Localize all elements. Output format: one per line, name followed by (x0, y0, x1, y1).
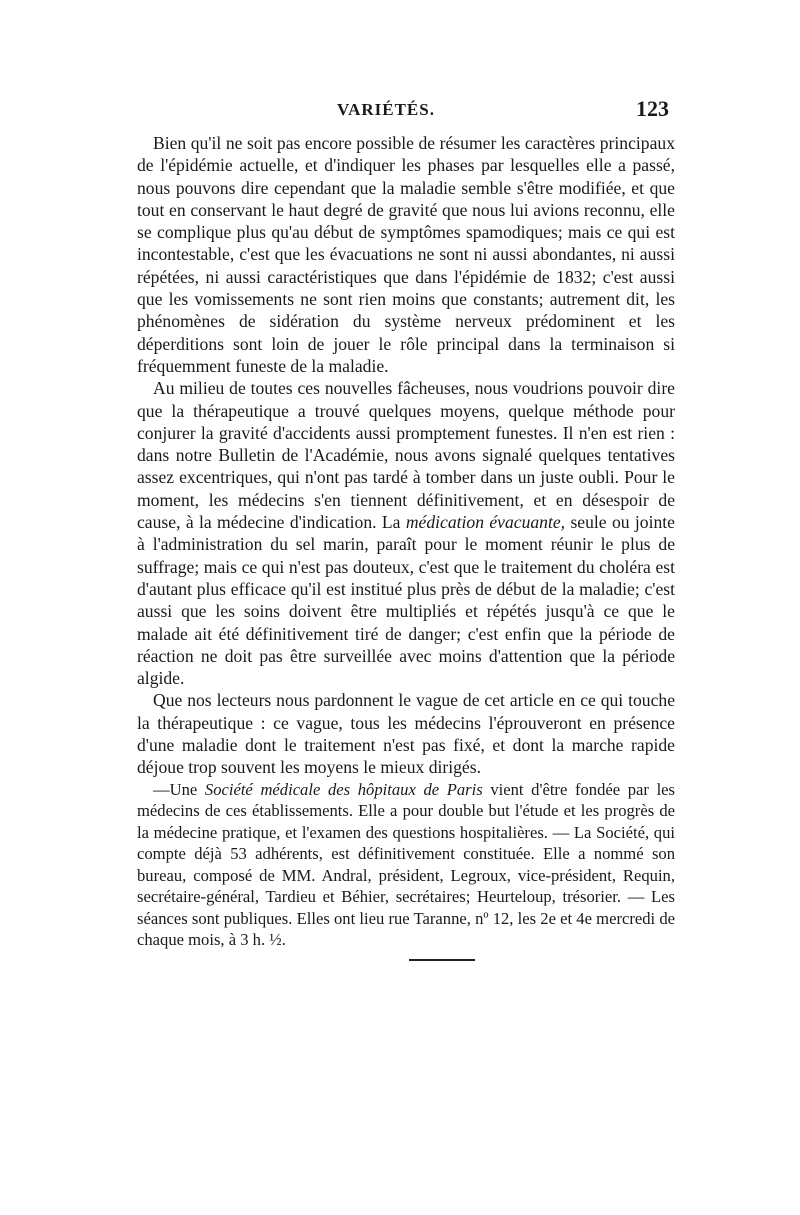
paragraph-epidemic-characteristics: Bien qu'il ne soit pas encore possible de résumer les caractères principaux de l'épidémie actuelle, et d'indiquer les phases par lesquelles elle a passé, nous pouvons dire cependant que la maladie semble s'être modifiée, et que tout en conservant le haut degré de gravité que nous lui avions reconnu, elle se complique plus qu'au début de symptômes spamodiques; mais ce qui est incontestable, c'est que les évacuations ne sont ni aussi abondantes, ni aussi répétées, ni aussi caractéristiques que dans l'épidémie de 1832; c'est aussi que les vomissements ne sont rien moins que constants; autrement dit, les phénomènes de sidération du système nerveux prédominent et les déperditions sont loin de jouer le rôle principal dans la terminaison si fréquemment funeste de la maladie. (137, 133, 675, 376)
closing-rule (409, 959, 475, 961)
paragraph-therapeutics-text-a: Au milieu de toutes ces nouvelles fâcheuses, nous voudrions pouvoir dire que la thérapeutique a trouvé quelques moyens, quelque méthode pour conjurer la gravité d'accidents aussi promptement funestes. Il n'en est rien : dans notre Bulletin de l'Académie, nous avons signalé quelques tentatives assez excentriques, qui n'ont pas tardé à tomber dans un juste oubli. Pour le moment, les médecins s'en tiennent définitivement, et en désespoir de cause, à la médecine d'indication. La (137, 378, 675, 533)
running-head (137, 96, 675, 126)
paragraph-societe-medicale (137, 779, 675, 951)
paragraph-therapeutics-text-b: seule ou jointe à l'administration du sel marin, paraît pour le moment réunir le plus de suffrage; mais ce qui n'est pas douteux, c'est que le traitement du choléra est d'autant plus efficace qu'il est institué plus près de début de la maladie; c'est aussi que les soins doivent être multipliés et répétés jusqu'à ce que le malade ait été définitivement tiré de danger; c'est enfin que la période de réaction ne doit pas être surveillée avec moins d'attention que la période algide. (137, 512, 675, 689)
running-title: VARIÉTÉS. (337, 100, 435, 119)
page-number: 123 (636, 96, 669, 121)
book-page (137, 96, 675, 961)
paragraph-societe-italic: Société médicale des hôpitaux de Paris (204, 779, 483, 799)
paragraph-therapeutics-italic: médication évacuante, (405, 512, 566, 533)
paragraph-therapeutics (137, 377, 675, 689)
paragraph-societe-text-a: —Une (153, 779, 205, 799)
paragraph-societe-text-b: vient d'être fondée par les médecins de ces établissements. Elle a pour double but l'étude et les progrès de la médecine pratique, et l'examen des questions hospitalières. — La Société, qui compte déjà 53 adhérents, est définitivement constituée. Elle a nommé son bureau, composé de MM. Andral, président, Legroux, vice-président, Requin, secrétaire-général, Tardieu et Béhier, secrétaires; Heurteloup, trésorier. — Les séances sont publiques. Elles ont lieu rue Taranne, nº 12, les 2e et 4e mercredi de chaque mois, à 3 h. ½. (137, 779, 676, 950)
paragraph-apology: Que nos lecteurs nous pardonnent le vague de cet article en ce qui touche la thérapeutique : ce vague, tous les médecins l'éprouveront en présence d'une maladie dont le traitement n'est pas fixé, et dont la marche rapide déjoue trop souvent les moyens le mieux dirigés. (137, 690, 675, 778)
